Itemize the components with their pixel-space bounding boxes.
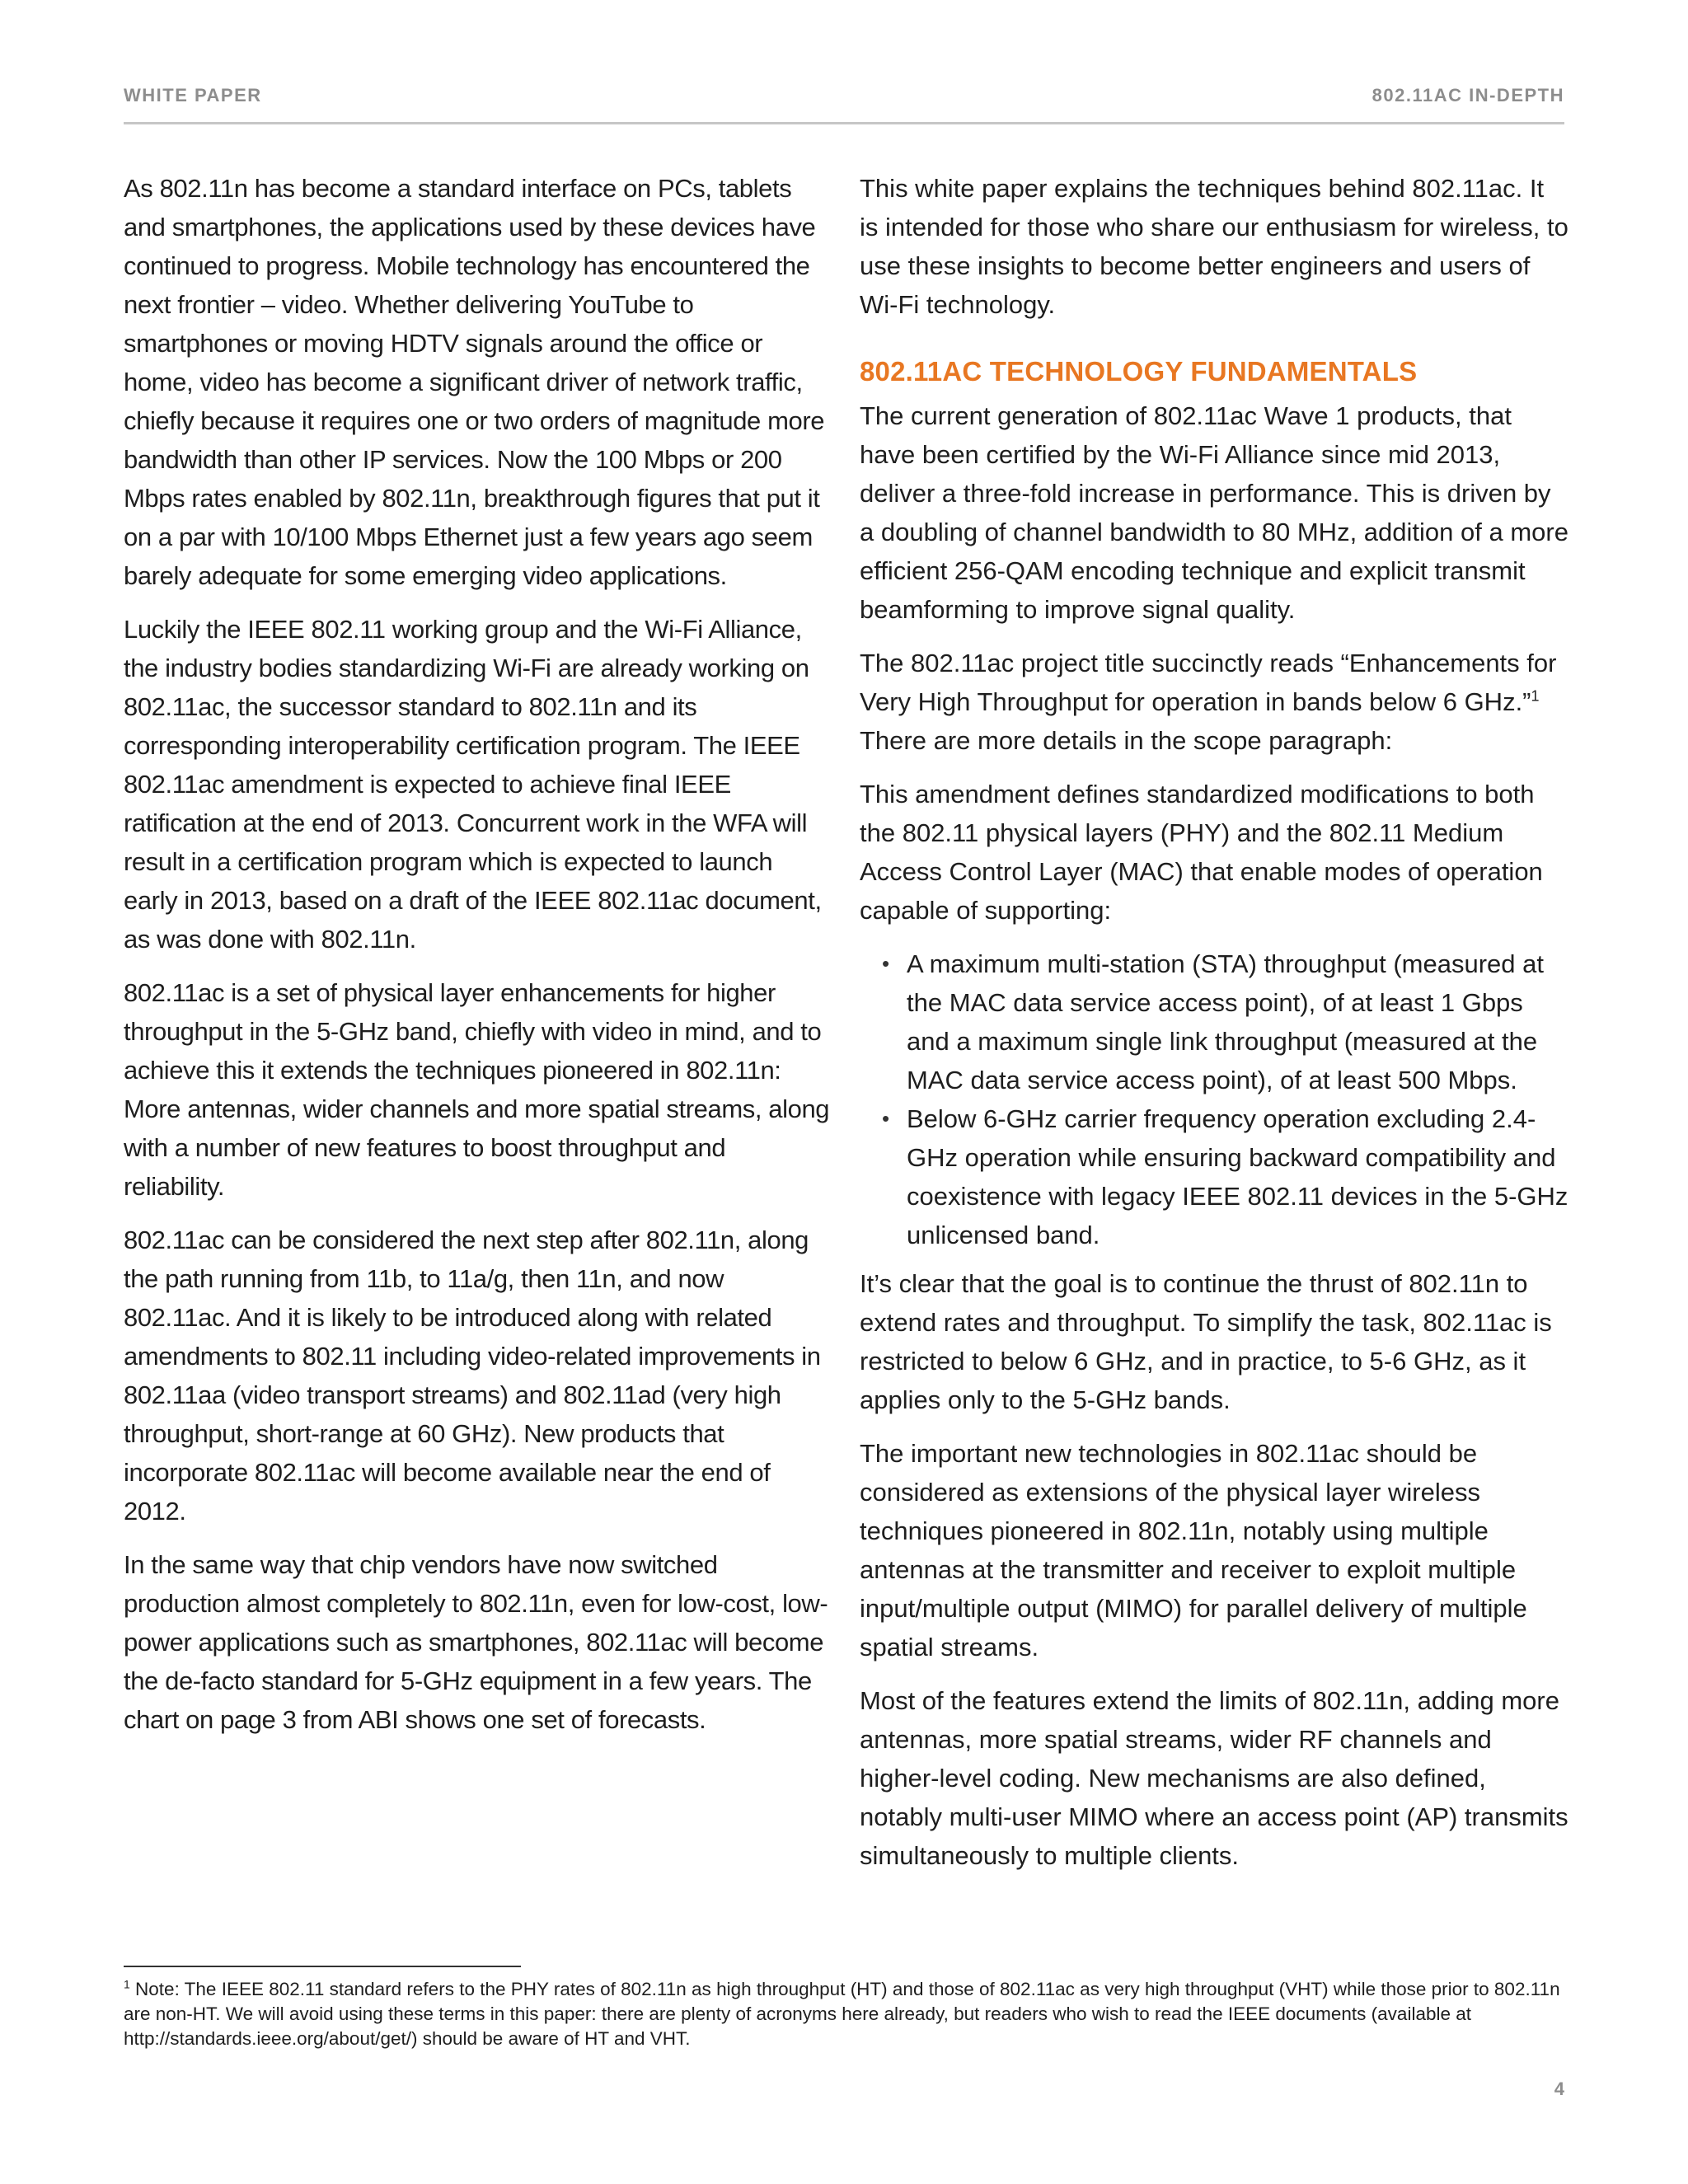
footnote: [124, 1977, 1566, 2051]
header-divider: [124, 122, 1564, 124]
body-paragraph: As 802.11n has become a standard interface on PCs, tablets and smartphones, the applications used by these devices have continued to progress. Mobile technology has encountered the next frontier – video. Whether delivering YouTube to smartphones or moving HDTV signals around the office or home, video has become a significant driver of network traffic, chiefly because it requires one or two orders of magnitude more bandwidth than other IP services. Now the 100 Mbps or 200 Mbps rates enabled by 802.11n, breakthrough figures that put it on a par with 10/100 Mbps Ethernet just a few years ago seem barely adequate for some emerging video applications.: [124, 174, 825, 590]
body-paragraph: The important new technologies in 802.11ac should be considered as extensions of the physical layer wireless techniques pioneered in 802.11n, notably using multiple antennas at the transmitter and receiver to exploit multiple input/multiple output (MIMO) for parallel delivery of multiple spatial streams.: [860, 1439, 1527, 1661]
footnote-text: Note: The IEEE 802.11 standard refers to the PHY rates of 802.11n as high throughput (HT) and those of 802.11ac as very high throughput (VHT) while those prior to 802.11n are non-HT. We will avoid using these terms in this paper: there are plenty of acronyms here already, but readers who wish to read the IEEE documents (available at http://standards.ieee.org/about/get/) should be aware of HT and VHT.: [124, 1979, 1560, 2049]
bullet-item: • Below 6-GHz carrier frequency operation excluding 2.4-GHz operation while ensuring backward compatibility and coexistence with legacy IEEE 802.11 devices in the 5-GHz unlicensed band.: [907, 1099, 1568, 1254]
left-column: [124, 169, 832, 1754]
body-paragraph: Most of the features extend the limits of 802.11n, adding more antennas, more spatial streams, wider RF channels and higher-level coding. New mechanisms are also defined, notably multi-user MIMO where an access point (AP) transmits simultaneously to multiple clients.: [860, 1686, 1568, 1870]
bullet-list: [860, 944, 1568, 1254]
bullet-item: • A maximum multi-station (STA) throughput (measured at the MAC data service access point), of at least 1 Gbps and a maximum single link throughput (measured at the MAC data service access point), of at least 500 Mbps.: [907, 944, 1568, 1099]
body-paragraph: In the same way that chip vendors have now switched production almost completely to 802.11n, even for low-cost, low-power applications such as smartphones, 802.11ac will become the de-facto standard for 5-GHz equipment in a few years. The chart on page 3 from ABI shows one set of forecasts.: [124, 1550, 828, 1734]
body-paragraph: It’s clear that the goal is to continue the thrust of 802.11n to extend rates and throughput. To simplify the task, 802.11ac is restricted to below 6 GHz, and in practice, to 5-6 GHz, as it applies only to the 5-GHz bands.: [860, 1269, 1552, 1414]
intro-paragraph: This white paper explains the techniques behind 802.11ac. It is intended for those who share our enthusiasm for wireless, to use these insights to become better engineers and users of Wi-Fi technology.: [860, 174, 1568, 319]
header-label-right: 802.11AC IN-DEPTH: [1372, 85, 1564, 105]
paragraph-text: The 802.11ac project title succinctly reads “Enhancements for Very High Throughput for operation in bands below 6 GHz.”: [860, 649, 1557, 716]
body-paragraph-with-footnote: [860, 644, 1568, 760]
footnote-divider: [124, 1966, 521, 1967]
body-paragraph: 802.11ac can be considered the next step after 802.11n, along the path running from 11b, to 11a/g, then 11n, and now 802.11ac. And it is likely to be introduced along with related amendments to 802.11 including video-related improvements in 802.11aa (video transport streams) and 802.11ad (very high throughput, short-range at 60 GHz). New products that incorporate 802.11ac will become available near the end of 2012.: [124, 1226, 821, 1526]
body-paragraph: The current generation of 802.11ac Wave 1 products, that have been certified by the Wi-Fi Alliance since mid 2013, deliver a three-fold increase in performance. This is driven by a doubling of channel bandwidth to 80 MHz, addition of a more efficient 256-QAM encoding technique and explicit transmit beamforming to improve signal quality.: [860, 401, 1568, 624]
header-label-left: WHITE PAPER: [124, 85, 262, 105]
paragraph-text: There are more details in the scope paragraph:: [860, 726, 1393, 755]
page-number: 4: [1554, 2079, 1564, 2099]
body-paragraph: 802.11ac is a set of physical layer enhancements for higher throughput in the 5-GHz band, chiefly with video in mind, and to achieve this it extends the techniques pioneered in 802.11n: More antennas, wider channels and more spatial streams, along with a number of new features to boost throughput and reliability.: [124, 978, 830, 1201]
section-heading: 802.11AC TECHNOLOGY FUNDAMENTALS: [860, 356, 1418, 387]
body-paragraph: Luckily the IEEE 802.11 working group and the Wi-Fi Alliance, the industry bodies standardizing Wi-Fi are already working on 802.11ac, the successor standard to 802.11n and its corresponding interoperability certification program. The IEEE 802.11ac amendment is expected to achieve final IEEE ratification at the end of 2013. Concurrent work in the WFA will result in a certification program which is expected to launch early in 2013, based on a draft of the IEEE 802.11ac document, as was done with 802.11n.: [124, 615, 822, 954]
footnote-reference[interactable]: 1: [1531, 687, 1540, 705]
body-paragraph: This amendment defines standardized modifications to both the 802.11 physical layers (PHY) and the 802.11 Medium Access Control Layer (MAC) that enable modes of operation capable of supporting:: [860, 780, 1543, 925]
footnote-marker: 1: [124, 1977, 130, 1991]
right-column: [860, 169, 1568, 1890]
